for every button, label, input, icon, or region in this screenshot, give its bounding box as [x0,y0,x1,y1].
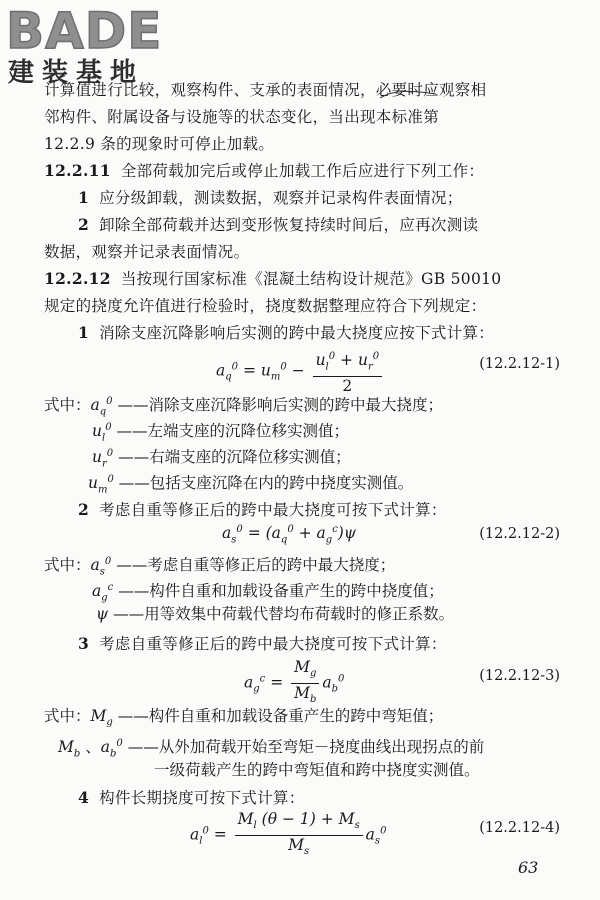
list-item: 1 消除支座沉降影响后实测的跨中最大挠度应按下式计算： [78,323,495,342]
formula-12-2-12-4: $a_l^0$ = $\frac{M_l (\theta - 1) + M_s}{M_s}$ $a_s^0$ (12.2.12-4) [190,810,560,858]
logo-wordmark: BADE [6,2,163,60]
page-number: 63 [518,858,539,877]
definition: $u_l^0$ ——左端支座的沉降位移实测值； [92,422,350,444]
definition: $a_g^c$ ——构件自重和加载设备重产生的跨中挠度值； [92,582,444,604]
section-text: 全部荷载加完后或停止加载工作后应进行下列工作： [120,162,485,180]
definition: $u_m^0$ ——包括支座沉降在内的跨中挠度实测值。 [88,474,414,496]
section-number: 12.2.12 [44,269,111,288]
list-item: 2 考虑自重等修正后的跨中最大挠度可按下式计算： [78,500,447,519]
section-12-2-12 [44,269,564,289]
where-lead: 式中：$a_q^0$ ——消除支座沉降影响后实测的跨中最大挠度； [44,396,443,418]
formula-12-2-12-1: $a_q^0 = u_m^0$ − $\frac{u_l^0 + u_r^0}{2}$ (12.2.12-1) [40,344,560,388]
logo-subtitle: 建装基地 [8,58,145,88]
list-item: 1 应分级卸载，测读数据，观察并记录构件表面情况； [78,188,463,207]
equation-number: (12.2.12-4) [479,820,560,836]
section-number: 12.2.11 [44,161,111,180]
handwritten-mark [378,88,438,102]
paragraph-line: 12.2.9 条的现象时可停止加载。 [44,135,275,153]
definition-continued: 一级荷载产生的跨中弯矩值和跨中挠度实测值。 [154,761,480,779]
where-lead: 式中：$a_s^0$ ——考虑自重等修正后的跨中最大挠度； [44,556,396,578]
list-item: 4 构件长期挠度可按下式计算： [78,788,305,807]
equation-number: (12.2.12-1) [479,356,560,372]
list-item: 3 考虑自重等修正后的跨中最大挠度可按下式计算： [78,634,447,653]
definition: $u_r^0$ ——右端支座的沉降位移实测值； [92,448,351,470]
equation-number: (12.2.12-3) [479,668,560,684]
paragraph-line: 计算值进行比较，观察构件、支承的表面情况，必要时应观察相 [44,81,487,99]
section-12-2-11 [44,161,564,181]
definition: $M_b$ 、$a_b^0$ ——从外加荷载开始至弯矩－挠度曲线出现拐点的前 [58,738,485,760]
definition: ψ ——用等效集中荷载代替均布荷载时的修正系数。 [96,605,455,623]
formula-12-2-12-2: $a_s^0 = (a_q^0 + a_g^c)\psi$ (12.2.12-2) [222,524,560,546]
bade-logo [6,4,176,90]
where-lead: 式中：$M_g$ ——构件自重和加载设备重产生的跨中弯矩值； [44,707,444,729]
paragraph-line: 邻构件、附属设备与设施等的状态变化，当出现本标准第 [44,108,440,126]
section-text: 当按现行国家标准《混凝土结构设计规范》GB 50010 [120,270,502,288]
formula-12-2-12-3: $a_g^c$ = $\frac{M_g}{M_b}$ $a_b^0$ (12.2.12-3) [244,658,560,706]
list-item: 2 卸除全部荷载并达到变形恢复持续时间后，应再次测读 [78,215,479,234]
paragraph-line: 规定的挠度允许值进行检验时，挠度数据整理应符合下列规定： [44,297,487,315]
equation-number: (12.2.12-2) [479,526,560,542]
paragraph-line: 数据，观察并记录表面情况。 [44,243,250,261]
